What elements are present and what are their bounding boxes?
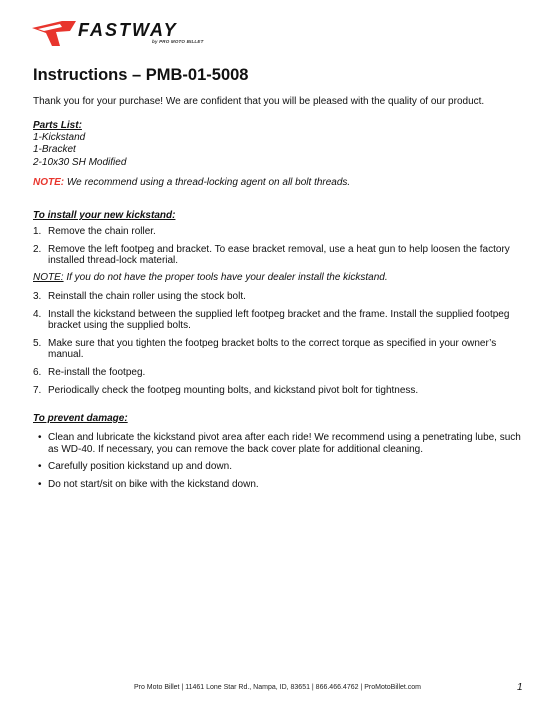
note <box>33 177 350 189</box>
step-number: 4. <box>33 308 42 320</box>
step-number: 3. <box>33 291 42 302</box>
install-step <box>33 367 523 379</box>
damage-heading: To prevent damage: <box>33 413 128 424</box>
damage-item <box>33 432 523 455</box>
step-number: 5. <box>33 337 42 349</box>
install-step <box>33 338 523 361</box>
page-footer: Pro Moto Billet | 11461 Lone Star Rd., Nampa, ID, 83651 | 866.466.4762 | ProMotoBillet.com <box>133 684 422 691</box>
step-line: Install the kickstand between the supplied left footpeg bracket and the frame. Install the supplied footpeg <box>48 308 510 320</box>
note-text: We recommend using a thread-locking agent on all bolt threads. <box>66 177 351 188</box>
step-line: manual. <box>48 349 84 361</box>
step-line: Make sure that you tighten the footpeg bracket bolts to the correct torque as specified in your owner’s <box>48 337 497 349</box>
install-note-text: If you do not have the proper tools have your dealer install the kickstand. <box>66 272 388 283</box>
parts-item: 1-Kickstand <box>33 132 86 144</box>
step-line: Remove the left footpeg and bracket. To ease bracket removal, use a heat gun to help loosen the factory <box>48 243 510 255</box>
install-note <box>33 272 388 284</box>
parts-item: 1-Bracket <box>33 144 76 156</box>
install-steps-a <box>33 226 523 267</box>
damage-line: as WD-40. If necessary, you can remove the back cover plate for additional cleaning. <box>48 443 424 455</box>
step-line: installed thread-lock material. <box>48 255 179 267</box>
bullet-icon: • <box>38 461 42 473</box>
install-step <box>33 291 523 303</box>
logo-brand: FASTWAY <box>78 20 178 40</box>
damage-line: Clean and lubricate the kickstand pivot area after each ride! We recommend using a penetrating lube, such <box>48 432 521 443</box>
page-number: 1 <box>517 682 523 693</box>
page-title: Instructions – PMB-01-5008 <box>33 66 249 84</box>
parts-list <box>33 120 126 169</box>
install-step <box>33 309 523 332</box>
damage-item <box>33 479 523 491</box>
logo-tagline: by PRO MOTO BILLET <box>152 39 204 44</box>
install-step <box>33 244 523 267</box>
install-heading: To install your new kickstand: <box>33 210 176 221</box>
step-line: bracket using the supplied bolts. <box>48 320 191 332</box>
bullet-icon: • <box>38 478 42 490</box>
install-note-label: NOTE: <box>33 272 64 283</box>
install-step <box>33 226 523 238</box>
damage-line: Carefully position kickstand up and down. <box>48 461 232 473</box>
damage-item <box>33 461 523 473</box>
step-number: 6. <box>33 366 42 378</box>
step-number: 7. <box>33 384 42 396</box>
damage-line: Do not start/sit on bike with the kickstand down. <box>48 478 259 490</box>
parts-list-heading: Parts List: <box>33 120 82 131</box>
fastway-logo <box>32 18 202 48</box>
intro-text: Thank you for your purchase! We are confident that you will be pleased with the quality of our product. <box>33 96 485 107</box>
bullet-icon: • <box>38 432 42 443</box>
step-line: Reinstall the chain roller using the stock bolt. <box>48 291 246 302</box>
install-steps-b <box>33 291 523 396</box>
step-number: 1. <box>33 226 42 237</box>
step-number: 2. <box>33 243 42 255</box>
note-label: NOTE: <box>33 177 65 188</box>
step-line: Periodically check the footpeg mounting bolts, and kickstand pivot bolt for tightness. <box>48 384 419 396</box>
step-line: Re-install the footpeg. <box>48 366 146 378</box>
install-step <box>33 385 523 397</box>
damage-list <box>33 432 523 490</box>
parts-item: 2-10x30 SH Modified <box>33 156 127 168</box>
step-line: Remove the chain roller. <box>48 226 156 237</box>
